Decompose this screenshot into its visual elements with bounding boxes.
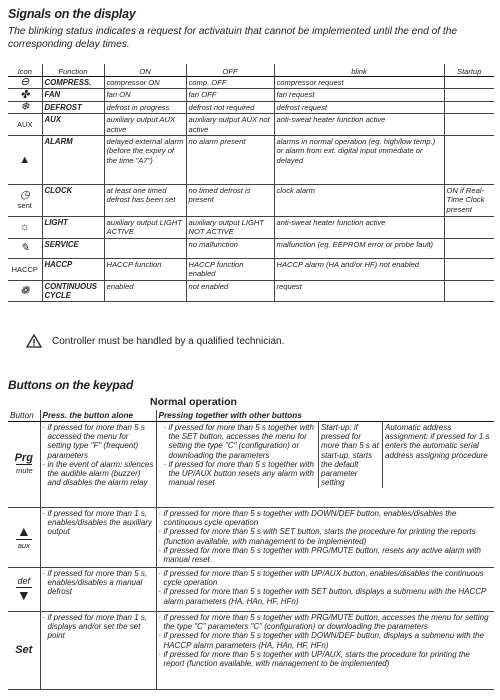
table-row: HACCP HACCP HACCP function HACCP function enabled HACCP alarm (HA and/or HF) not enabled — [8, 258, 494, 280]
list-item: · if pressed for more than 1 s, enables/disables the auxiliary output — [48, 509, 154, 537]
list-item: · if pressed for more than 5 s together with the UP/AUX button resets any alarm with manual reset — [169, 460, 317, 488]
alarm-icon: ▲ — [19, 153, 31, 166]
list-item: · if pressed for more than 5 s together with UP/AUX, starts the procedure for printing the report (function available, with management to be implemented) — [164, 650, 493, 668]
col-function: Function — [42, 64, 104, 77]
light-icon: ☼ — [19, 220, 30, 233]
up-aux-key: ▲ aux — [8, 508, 40, 568]
list-item: · if pressed for more than 1 s, displays and/or set the set point — [48, 613, 154, 641]
list-item: · if pressed for more than 5 s accessed the menu for setting type "F" (frequent) parameters — [48, 423, 154, 460]
table-row — [8, 508, 494, 568]
col-icon: Icon — [8, 64, 42, 77]
signals-intro: The blinking status indicates a request for activatuin that cannot be implemented until the end of the corresponding delay times. — [8, 26, 458, 50]
col-blink: blink — [274, 64, 444, 77]
warning-text: Controller must be handled by a qualified technician. — [52, 336, 285, 347]
prg-mute-key: Prg mute — [8, 422, 40, 508]
buttons-title: Buttons on the keypad — [8, 378, 134, 392]
def-down-key: def ▼ — [8, 568, 40, 612]
list-item: · if pressed for more than 5 s together with UP/AUX button, enables/disables the continuous cycle operation — [164, 569, 493, 587]
signals-title: Signals on the display — [8, 7, 136, 21]
defrost-icon: ❄ — [20, 101, 30, 114]
table-row: AUX AUX auxiliary output AUX active auxiliary output AUX not active anti-sweat heater function active — [8, 114, 494, 136]
col-button: Button — [8, 410, 40, 422]
clock-icon-label: sent — [17, 201, 32, 211]
address-assignment-note: Automatic address assignment: if pressed for 1 s enters the automatic serial address assigning procedure — [383, 422, 495, 488]
col-on: ON — [104, 64, 186, 77]
table-row: ▲ ALARM delayed external alarm (before the expiry of the time "A7") no alarm present alarms in normal operation (eg. high/low temp.) or alarm from ext. digital input immediate or delayed — [8, 136, 494, 185]
buttons-header-row — [8, 410, 494, 422]
list-item: · if pressed for more than 5 s together with PRG/MUTE button, accesses the menu for setting the type "C" parameters "C" (configuration) or downloading the parameters — [164, 613, 493, 631]
normal-operation-heading: Normal operation — [150, 396, 237, 408]
list-item: · if pressed for more than 5 s together with the SET button, accesses the menu for setting the type "C" (configuration) or downloading the parameters — [169, 423, 317, 460]
list-item: · if pressed for more than 5 s together with DOWN/DEF button, enables/disables the continuous cycle operation — [164, 509, 493, 527]
table-row: ⊖ COMPRESS. compressor ON comp. OFF compressor request — [8, 77, 494, 89]
table-row — [8, 612, 494, 690]
continuous-cycle-icon: ❁ — [20, 284, 30, 297]
table-row: ❁ CONTINUOUS CYCLE enabled not enabled request — [8, 280, 494, 302]
table-row: ✤ FAN fan ON fan OFF fan request — [8, 89, 494, 101]
list-item: · if pressed for more than 5 s with SET button, starts the procedure for printing the reports (function available, with management to be implemented) — [164, 527, 493, 545]
fan-icon: ✤ — [20, 88, 30, 101]
col-off: OFF — [186, 64, 274, 77]
signals-header-row — [8, 64, 494, 77]
col-press-alone: Press. the button alone — [40, 410, 156, 422]
signals-table — [8, 64, 494, 302]
haccp-icon: HACCP — [11, 264, 38, 274]
set-key: Set — [8, 612, 40, 690]
table-row: ☼ LIGHT auxiliary output LIGHT ACTIVE auxiliary output LIGHT NOT ACTIVE anti-sweat heater function active — [8, 217, 494, 239]
buttons-table — [8, 410, 494, 690]
list-item: · if pressed for more than 5 s together with SET button, displays a submenu with the HACCP alarm parameters (HA, HAn, HF, HFn) — [164, 587, 493, 605]
list-item: · if pressed for more than 5 s together with DOWN/DEF button, displays a submenu with the HACCP alarm parameters (HA, HAn, HF, HFn) — [164, 631, 493, 649]
table-row: ◷ sent CLOCK at least one timed defrost has been set no timed defrost is present clock alarm ON if Real-Time Clock present — [8, 185, 494, 217]
col-startup: Startup — [444, 64, 494, 77]
service-icon: ✎ — [20, 241, 30, 254]
table-row: ❄ DEFROST defrost in progress defrost not required defrost request — [8, 101, 494, 113]
aux-icon: AUX — [17, 119, 33, 129]
warning-triangle-icon — [26, 334, 42, 348]
col-press-together: Pressing together with other buttons — [156, 410, 494, 422]
list-item: · if pressed for more than 5 s together with PRG/MUTE button, resets any active alarm with manual reset — [164, 546, 493, 564]
table-row: ✎ SERVICE no malfunction malfunction (eg. EEPROM error or probe fault) — [8, 238, 494, 258]
compressor-icon: ⊖ — [20, 76, 30, 89]
list-item: · in the event of alarm: silences the audible alarm (buzzer) and disables the alarm relay — [48, 460, 154, 488]
table-row — [8, 568, 494, 612]
warning-note — [30, 336, 284, 347]
clock-icon: ◷ — [19, 189, 30, 202]
table-row — [8, 422, 494, 508]
startup-note: Start-up: if pressed for more than 5 s at start-up, starts the default parameter setting — [319, 422, 383, 488]
list-item: · if pressed for more than 5 s, enables/disables a manual defrost — [48, 569, 154, 597]
